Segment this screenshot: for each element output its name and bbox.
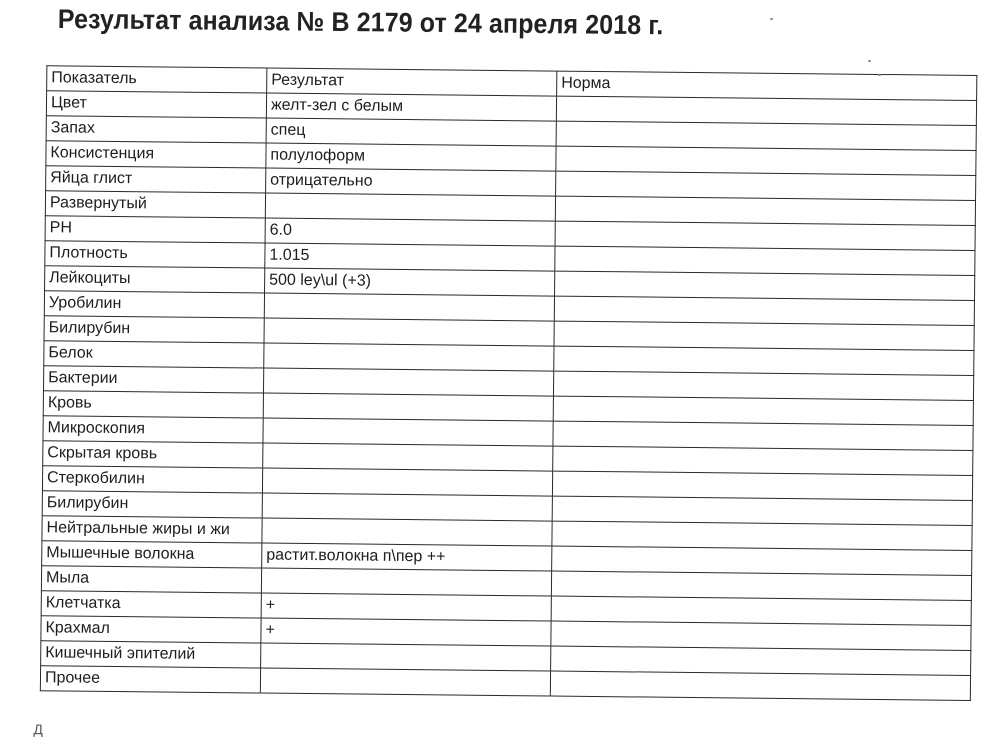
- cell-indicator: Белок: [44, 341, 264, 368]
- header-norm: Норма: [557, 71, 977, 100]
- cell-indicator: Клетчатка: [41, 591, 261, 618]
- cell-indicator: PH: [45, 216, 265, 243]
- header-result: Результат: [267, 68, 557, 96]
- cell-result: 6.0: [265, 218, 555, 246]
- cell-result: растит.волокна п\пер ++: [262, 543, 552, 571]
- cell-result: желт-зел с белым: [266, 93, 556, 121]
- cell-result: +: [261, 593, 551, 621]
- cell-indicator: Лейкоциты: [45, 266, 265, 293]
- scan-speck: [770, 18, 773, 20]
- cell-result: спец: [266, 118, 556, 146]
- cell-result: [262, 493, 552, 521]
- cell-result: [264, 343, 554, 371]
- cell-result: [263, 368, 553, 396]
- scan-speck: [878, 74, 881, 76]
- cell-indicator: Билирубин: [42, 491, 262, 518]
- cell-indicator: Нейтральные жиры и жи: [42, 516, 262, 543]
- cell-indicator: Скрытая кровь: [43, 441, 263, 468]
- cell-indicator: Плотность: [45, 241, 265, 268]
- cell-indicator: Цвет: [46, 91, 266, 118]
- cell-result: [264, 293, 554, 321]
- cell-result: [264, 318, 554, 346]
- cell-indicator: Мышечные волокна: [42, 541, 262, 568]
- cell-indicator: Яйца глист: [46, 166, 266, 193]
- header-indicator: Показатель: [47, 66, 267, 93]
- cell-result: +: [261, 618, 551, 646]
- cell-result: 500 ley\ul (+3): [265, 268, 555, 296]
- cell-indicator: Бактерии: [43, 366, 263, 393]
- cell-indicator: Билирубин: [44, 316, 264, 343]
- cell-result: [262, 468, 552, 496]
- cell-indicator: Запах: [46, 116, 266, 143]
- document-title: Результат анализа № В 2179 от 24 апреля 2018 г.: [57, 4, 664, 41]
- cell-result: [261, 643, 551, 671]
- footer-text-fragment: Д: [33, 721, 44, 738]
- results-table: [40, 65, 978, 701]
- cell-indicator: Крахмал: [41, 616, 261, 643]
- scan-speck: [868, 60, 871, 62]
- cell-result: [261, 568, 551, 596]
- cell-indicator: Кишечный эпителий: [41, 641, 261, 668]
- cell-indicator: Консистенция: [46, 141, 266, 168]
- cell-result: полулоформ: [266, 143, 556, 171]
- cell-result: [263, 393, 553, 421]
- cell-result: отрицательно: [266, 168, 556, 196]
- cell-indicator: Стеркобилин: [42, 466, 262, 493]
- cell-indicator: Прочее: [40, 666, 260, 693]
- cell-indicator: Кровь: [43, 391, 263, 418]
- cell-result: [263, 443, 553, 471]
- cell-result: [260, 668, 550, 696]
- cell-result: [262, 518, 552, 546]
- cell-indicator: Уробилин: [44, 291, 264, 318]
- cell-indicator: Микроскопия: [43, 416, 263, 443]
- cell-indicator: Развернутый: [45, 191, 265, 218]
- cell-result: 1.015: [265, 243, 555, 271]
- cell-result: [265, 193, 555, 221]
- cell-norm: [550, 671, 970, 700]
- cell-result: [263, 418, 553, 446]
- cell-indicator: Мыла: [41, 566, 261, 593]
